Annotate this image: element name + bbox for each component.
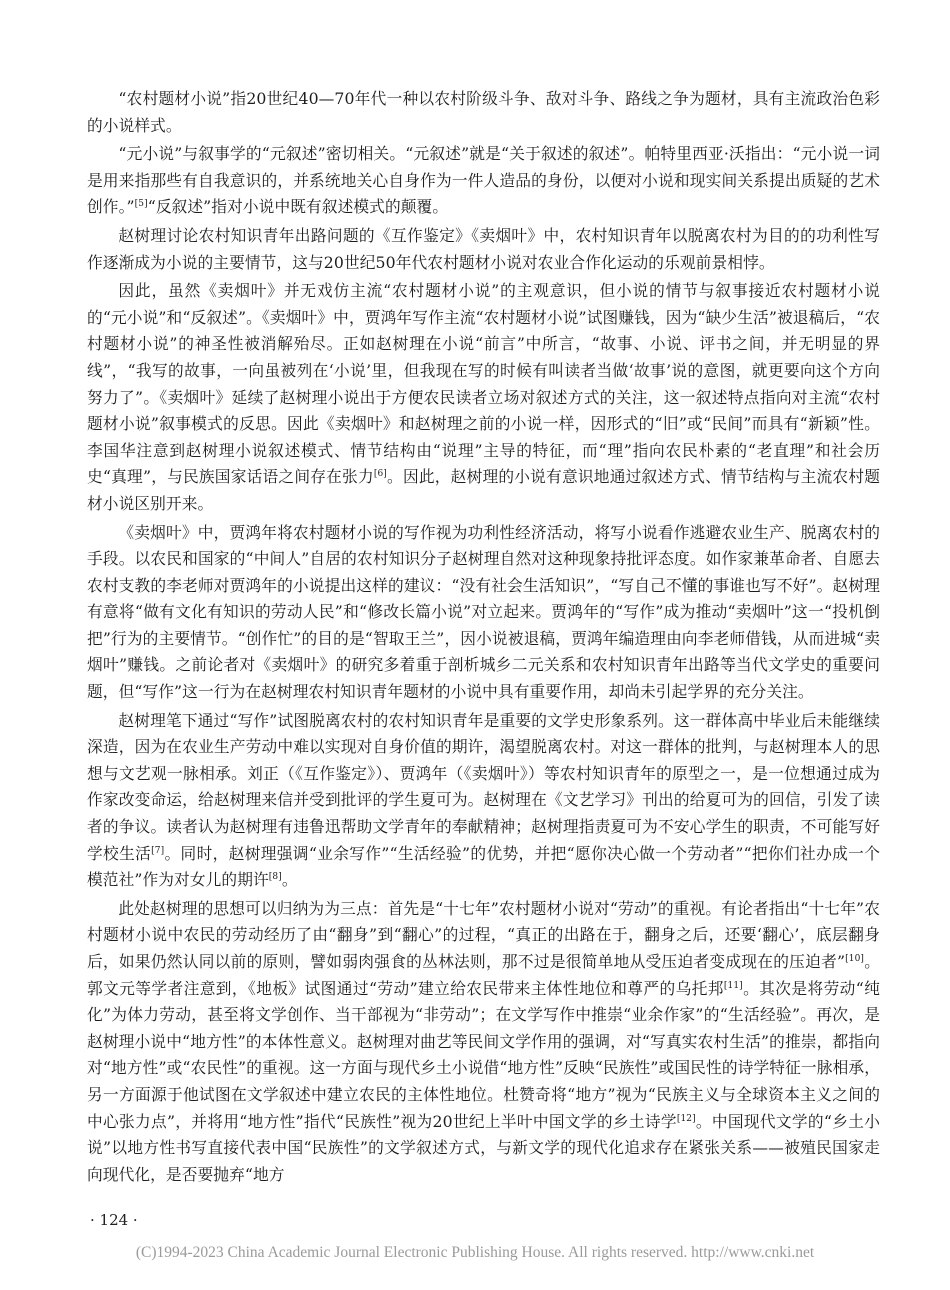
paragraph	[87, 223, 880, 276]
citation-marker: [5]	[134, 199, 148, 210]
citation-marker: [11]	[723, 980, 743, 991]
paragraph-text: 。郭文元等学者注意到，《地板》试图通过“劳动”建立给农民带来主体性地位和尊严的乌托邦	[87, 952, 880, 998]
article-body	[87, 86, 880, 1190]
citation-marker: [10]	[845, 953, 865, 964]
paragraph-text: 。同时，赵树理强调“业余写作”“生活经验”的优势，并把“愿你决心做一个劳动者”“把你们社办成一个模范社”作为对女儿的期许	[87, 843, 880, 890]
paragraph-text: “元小说”与叙事学的“元叙述”密切相关。“元叙述”就是“关于叙述的叙述”。帕特里西亚·沃指出：“元小说一词是用来指那些有自我意识的，并系统地关心自身作为一件人造品的身份，以便对小说和现实间关系提出质疑的艺术创作。”	[87, 144, 880, 217]
copyright-footer: (C)1994-2023 China Academic Journal Electronic Publishing House. All rights reserved. http://www.cnki.net	[135, 1244, 815, 1261]
paragraph-text: 。其次是将劳动“纯化”为体力劳动，甚至将文学创作、当干部视为“非劳动”；在文学写作中推崇“业余作家”的“生活经验”。再次，是赵树理小说中“地方性”的本体性意义。赵树理对曲艺等民间文学作用的强调，对“写真实农村生活”的推崇，都指向对“地方性”或“农民性”的重视。这一方面与现代乡土小说借“地方性”反映“民族性”或国民性的诗学特征一脉相承，另一方面源于他试图在文学叙述中建立农民的主体性地位。杜赞奇将“地方”视为“民族主义与全球资本主义之间的中心张力点”，并将用“地方性”指代“民族性”视为20世纪上半叶中国文学的乡土诗学	[87, 978, 880, 1131]
paragraph	[87, 896, 880, 1189]
paragraph	[87, 86, 880, 139]
paragraph	[87, 278, 880, 517]
paragraph	[87, 708, 880, 894]
citation-marker: [8]	[268, 871, 282, 882]
citation-marker: [7]	[151, 845, 165, 856]
paragraph-text: 。中国现代文学的“乡土小说”以地方性书写直接代表中国“民族性”的文学叙述方式，与新文学的现代化追求存在紧张关系——被殖民国家走向现代化，是否要抛弃“地方	[87, 1111, 880, 1184]
paragraph-text: “农村题材小说”指20世纪40—70年代一种以农村阶级斗争、敌对斗争、路线之争为题材，具有主流政治色彩的小说样式。	[87, 89, 880, 135]
citation-marker: [6]	[373, 469, 387, 480]
paragraph-text: 。因此，赵树理的小说有意识地通过叙述方式、情节结构与主流农村题材小说区别开来。	[87, 467, 880, 513]
paragraph-text: “反叙述”指对小说中既有叙述模式的颠覆。	[147, 197, 449, 217]
paragraph	[87, 520, 880, 706]
paragraph-text: 赵树理讨论农村知识青年出路问题的《互作鉴定》《卖烟叶》中，农村知识青年以脱离农村为目的的功利性写作逐渐成为小说的主要情节，这与20世纪50年代农村题材小说对农业合作化运动的乐观前景相悖。	[87, 225, 880, 272]
paragraph-text: 因此，虽然《卖烟叶》并无戏仿主流“农村题材小说”的主观意识，但小说的情节与叙事接近农村题材小说的“元小说”和“反叙述”。《卖烟叶》中，贾鸿年写作主流“农村题材小说”试图赚钱，因为“缺少生活”被退稿后，“农村题材小说”的神圣性被消解殆尽。正如赵树理在小说“前言”中所言，“故事、小说、评书之间，并无明显的界线”，“我写的故事，一向虽被列在‘小说’里，但我现在写的时候有叫读者当做‘故事’说的意图，就更要向这个方向努力了”。《卖烟叶》延续了赵树理小说出于方便农民读者立场对叙述方式的关注，这一叙述特点指向对主流“农村题材小说”叙事模式的反思。因此《卖烟叶》和赵树理之前的小说一样，因形式的“旧”或“民间”而具有“新颖”性。李国华注意到赵树理小说叙述模式、情节结构由“说理”主导的特征，而“理”指向农民朴素的“老直理”和社会历史“真理”，与民族国家话语之间存在张力	[87, 281, 880, 487]
paragraph-text: 此处赵树理的思想可以归纳为为三点：首先是“十七年”农村题材小说对“劳动”的重视。有论者指出“十七年”农村题材小说中农民的劳动经历了由“翻身”到“翻心”的过程，“真正的出路在于，翻身之后，还要‘翻心’，底层翻身后，如果仍然认同以前的原则，譬如弱肉强食的丛林法则，那不过是很简单地从受压迫者变成现在的压迫者”	[87, 898, 880, 971]
paragraph-text: 。	[281, 870, 298, 890]
paragraph-text: 《卖烟叶》中，贾鸿年将农村题材小说的写作视为功利性经济活动，将写小说看作逃避农业生产、脱离农村的手段。以农民和国家的“中间人”自居的农村知识分子赵树理自然对这种现象持批评态度。如作家兼革命者、自愿去农村支教的李老师对贾鸿年的小说提出这样的建议：“没有社会生活知识”，“写自己不懂的事谁也写不好”。赵树理有意将“做有文化有知识的劳动人民”和“修改长篇小说”对立起来。贾鸿年的“写作”成为推动“卖烟叶”这一“投机倒把”行为的主要情节。“创作忙”的目的是“智取王兰”，因小说被退稿，贾鸿年编造理由向李老师借钱，从而进城“卖烟叶”赚钱。之前论者对《卖烟叶》的研究多着重于剖析城乡二元关系和农村知识青年出路等当代文学史的重要问题，但“写作”这一行为在赵树理农村知识青年题材的小说中具有重要作用，却尚未引起学界的充分关注。	[87, 522, 880, 702]
paragraph-text: 赵树理笔下通过“写作”试图脱离农村的农村知识青年是重要的文学史形象系列。这一群体高中毕业后未能继续深造，因为在农业生产劳动中难以实现对自身价值的期许，渴望脱离农村。对这一群体的批判，与赵树理本人的思想与文艺观一脉相承。刘正（《互作鉴定》）、贾鸿年（《卖烟叶》）等农村知识青年的原型之一，是一位想通过成为作家改变命运，给赵树理来信并受到批评的学生夏可为。赵树理在《文艺学习》刊出的给夏可为的回信，引发了读者的争议。读者认为赵树理有违鲁迅帮助文学青年的奉献精神；赵树理指责夏可为不安心学生的职责，不可能写好学校生活	[87, 710, 880, 863]
page-number: · 124 ·	[90, 1211, 138, 1229]
citation-marker: [12]	[676, 1113, 696, 1124]
paragraph	[87, 141, 880, 221]
